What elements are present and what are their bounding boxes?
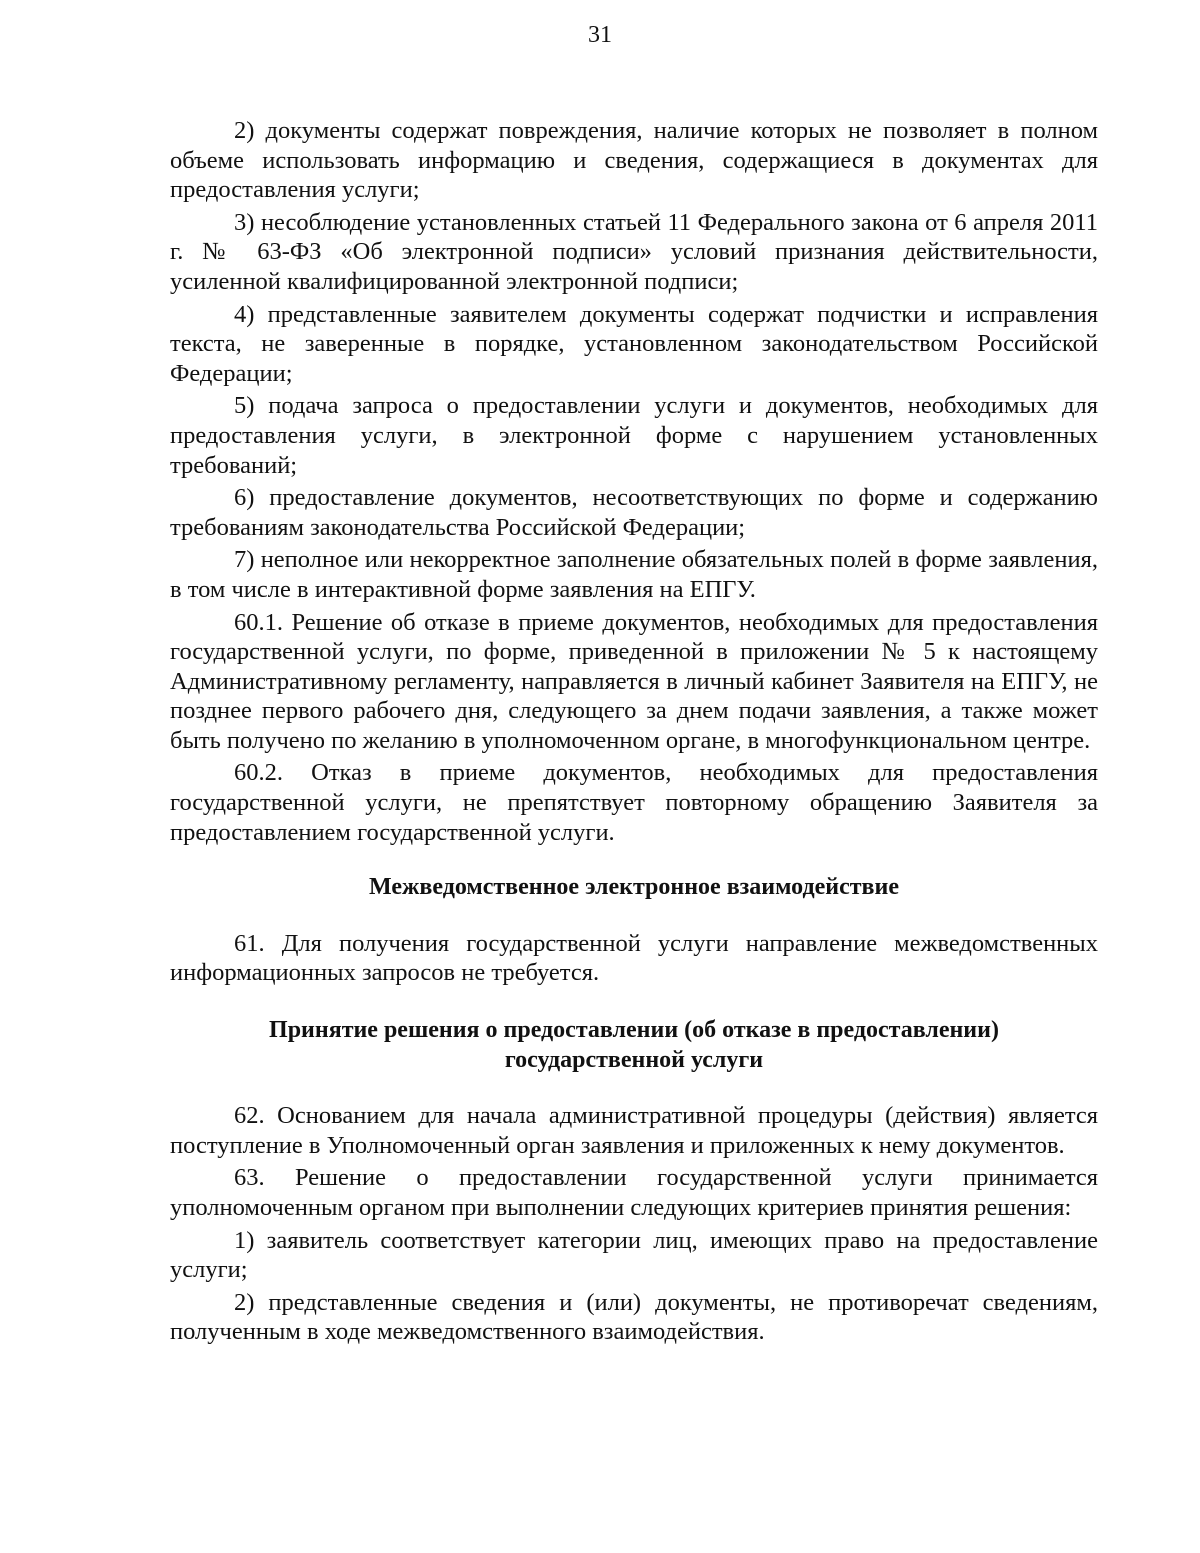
paragraph-61: 61. Для получения государственной услуги направление межведомственных информационных запросов не требуется. bbox=[170, 929, 1098, 987]
section-heading-decision-line-1: Принятие решения о предоставлении (об отказе в предоставлении) bbox=[269, 1017, 999, 1044]
paragraph-60-2: 60.2. Отказ в приеме документов, необходимых для предоставления государственной услуги, не препятствует повторному обращению Заявителя за предоставлением государственной услуги. bbox=[170, 759, 1098, 846]
section-heading-decision bbox=[170, 1016, 1098, 1075]
paragraph-item-4: 4) представленные заявителем документы содержат подчистки и исправления текста, не заверенные в порядке, установленном законодательством Российской Федерации; bbox=[170, 300, 1098, 387]
paragraph-63-item-1: 1) заявитель соответствует категории лиц, имеющих право на предоставление услуги; bbox=[170, 1226, 1098, 1284]
paragraph-63: 63. Решение о предоставлении государственной услуги принимается уполномоченным органом при выполнении следующих критериев принятия решения: bbox=[170, 1164, 1098, 1221]
section-heading-decision-line-2: государственной услуги bbox=[504, 1046, 764, 1073]
paragraph-60-1: 60.1. Решение об отказе в приеме документов, необходимых для предоставления государственной услуги, по форме, приведенной в приложении № 5 к настоящему Административному регламенту, направляется в личный кабинет Заявителя на ЕПГУ, не позднее первого рабочего дня, следующего за днем подачи заявления, а также может быть получено по желанию в уполномоченном органе, в многофункциональном центре. bbox=[170, 608, 1098, 754]
paragraph-item-6: 6) предоставление документов, несоответствующих по форме и содержанию требованиям законодательства Российской Федерации; bbox=[170, 484, 1098, 541]
paragraph-62: 62. Основанием для начала административной процедуры (действия) является поступление в Уполномоченный орган заявления и приложенных к нему документов. bbox=[170, 1102, 1098, 1159]
paragraph-item-5: 5) подача запроса о предоставлении услуги и документов, необходимых для предоставления услуги, в электронной форме с нарушением установленных требований; bbox=[170, 392, 1098, 479]
section-heading-interagency: Межведомственное электронное взаимодействие bbox=[369, 874, 899, 901]
paragraph-item-2: 2) документы содержат повреждения, наличие которых не позволяет в полном объеме использовать информацию и сведения, содержащиеся в документах для предоставления услуги; bbox=[170, 117, 1098, 204]
document-body bbox=[170, 116, 1098, 1350]
page-number: 31 bbox=[588, 22, 612, 48]
paragraph-63-item-2: 2) представленные сведения и (или) документы, не противоречат сведениям, полученным в ходе межведомственного взаимодействия. bbox=[170, 1288, 1098, 1346]
paragraph-item-3: 3) несоблюдение установленных статьей 11 Федерального закона от 6 апреля 2011 г. № 63-ФЗ «Об электронной подписи» условий признания действительности, усиленной квалифицированной электронной подписи; bbox=[170, 208, 1098, 295]
paragraph-item-7: 7) неполное или некорректное заполнение обязательных полей в форме заявления, в том числе в интерактивной форме заявления на ЕПГУ. bbox=[170, 546, 1098, 603]
